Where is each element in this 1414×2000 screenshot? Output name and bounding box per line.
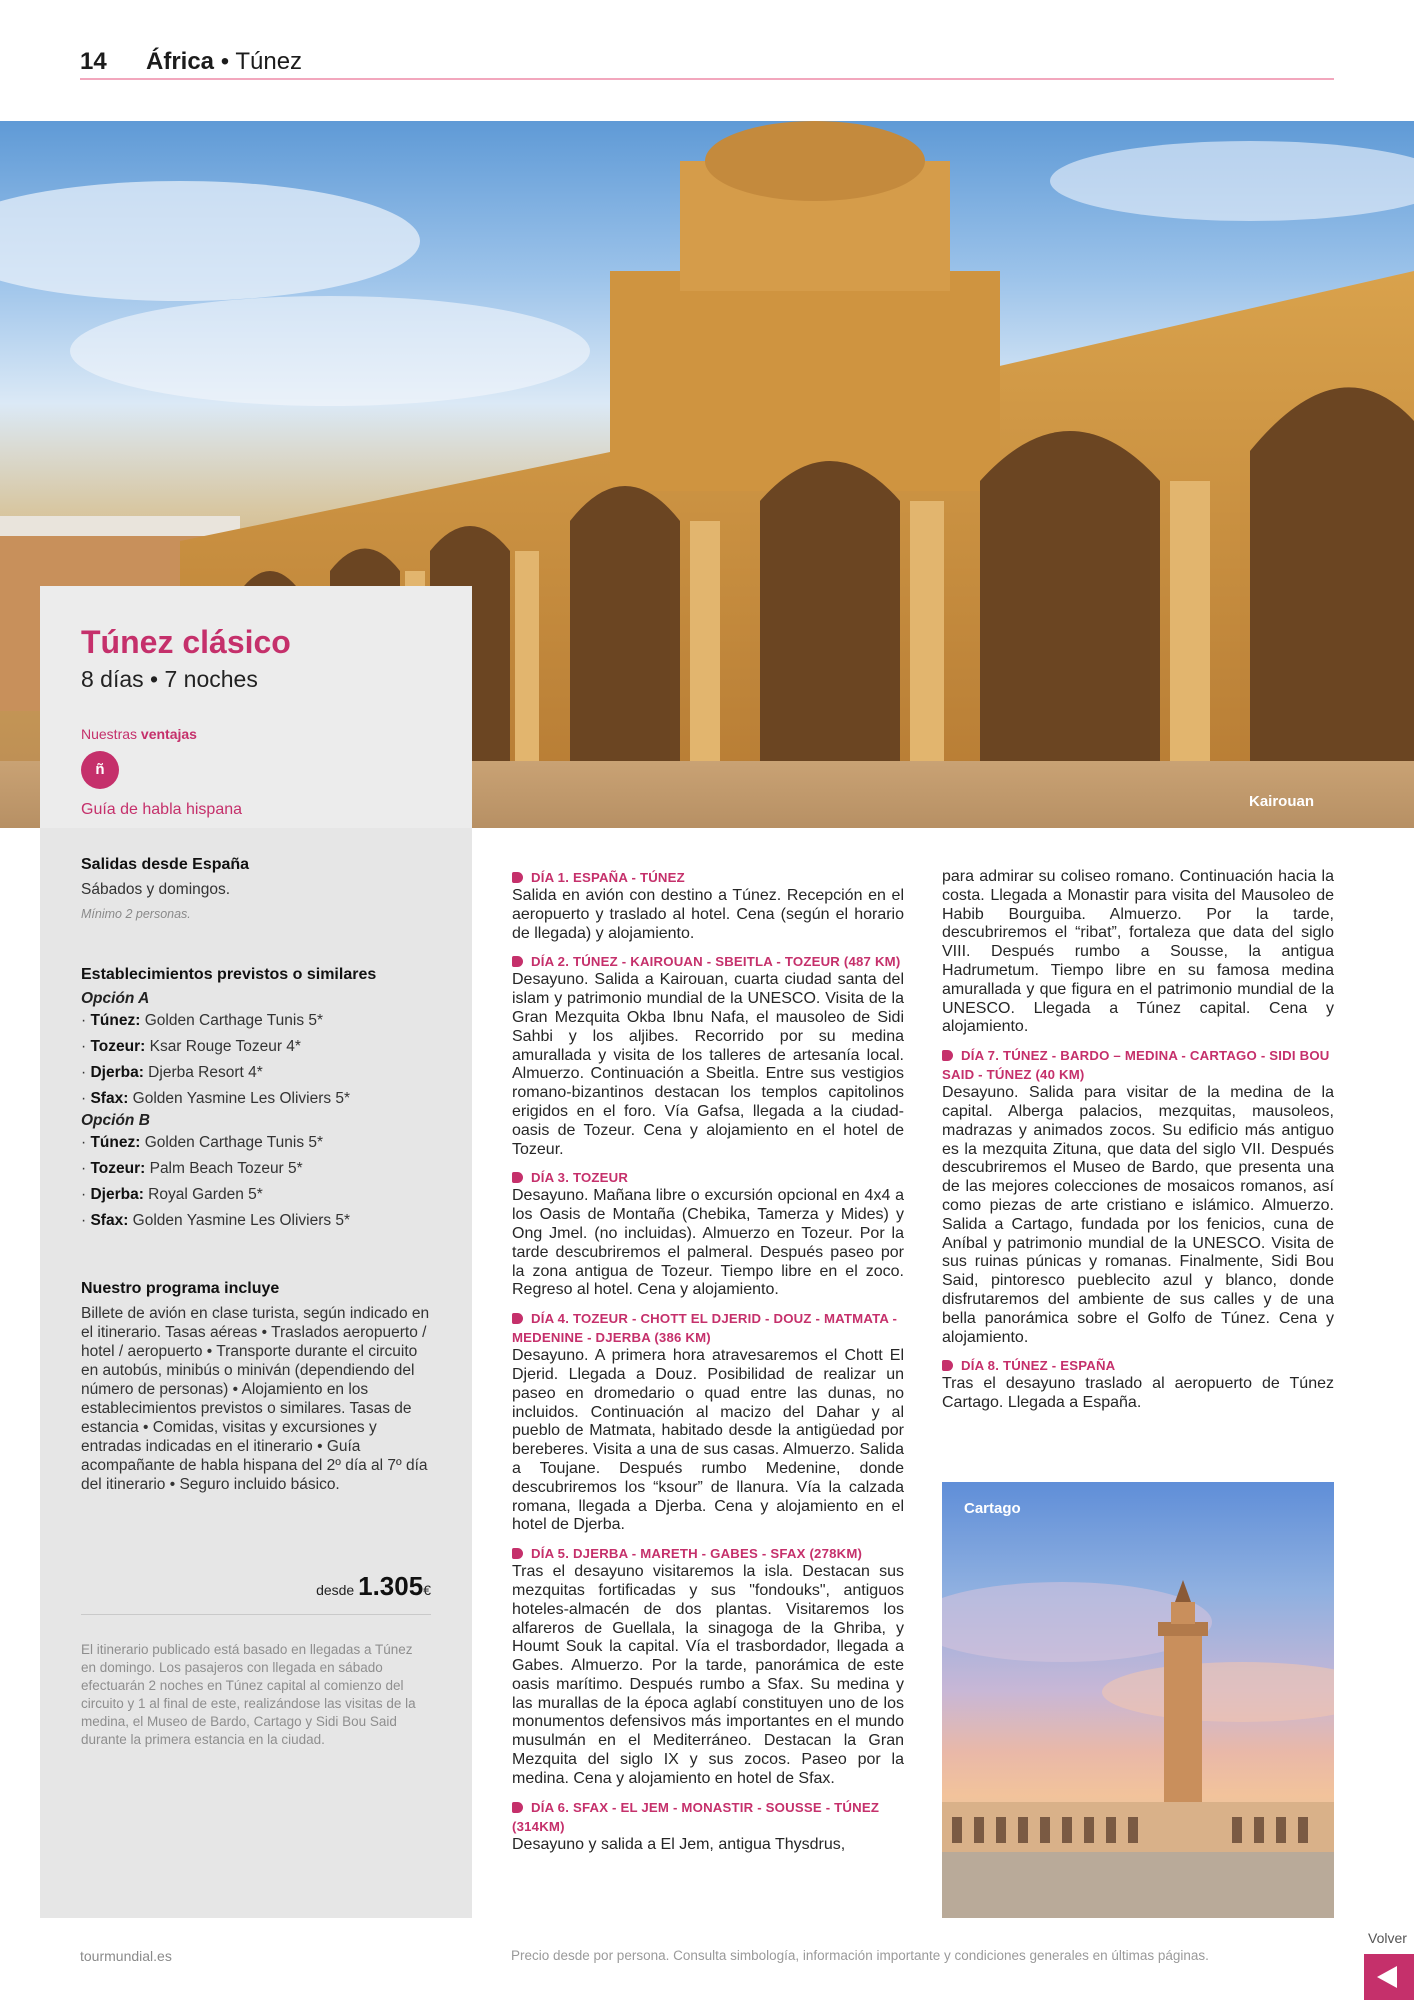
day-text: Salida en avión con destino a Túnez. Recepción en el aeropuerto y traslado al hotel. Cena (según el horario de llegada) y alojamiento. xyxy=(512,887,904,942)
flag-icon xyxy=(512,1172,523,1183)
flag-icon xyxy=(512,1313,523,1324)
continent-label: África xyxy=(146,48,215,75)
day-text: Tras el desayuno traslado al aeropuerto de Túnez Cartago. Llegada a España. xyxy=(942,1375,1334,1412)
hotel-item: · Túnez: Golden Carthage Tunis 5* xyxy=(81,1012,324,1029)
day-text: Desayuno. Salida a Kairouan, cuarta ciudad santa del islam y patrimonio mundial de la UNESCO. Visita de la Gran Mezquita Okba Ibnu Nafa, el mausoleo de Sidi Sahbi y los aljibes. Recorrido por su medina amurallada y visita de los talleres de artesanía local. Almuerzo. Continuación a Sbeitla. Entre sus vestigios romano-bizantinos destacan los templos capitolinos erigidos en el foro. Vía Gafsa, llegada a la ciudad-oasis de Tozeur. Cena y alojamiento en el hotel de Tozeur. xyxy=(512,971,904,1158)
price-amount: 1.305 xyxy=(358,1571,424,1601)
price-currency: € xyxy=(423,1582,431,1598)
day-heading: DÍA 8. TÚNEZ - ESPAÑA xyxy=(942,1356,1334,1375)
advantages-label: Nuestras ventajas xyxy=(81,726,197,742)
hotel-item: · Djerba: Royal Garden 5* xyxy=(81,1186,263,1203)
flag-icon xyxy=(512,872,523,883)
departures-section xyxy=(81,856,431,921)
hotel-item: · Sfax: Golden Yasmine Les Oliviers 5* xyxy=(81,1090,351,1107)
trip-summary-panel xyxy=(40,586,472,1918)
hotel-item: · Tozeur: Ksar Rouge Tozeur 4* xyxy=(81,1038,301,1055)
hotel-item: · Sfax: Golden Yasmine Les Oliviers 5* xyxy=(81,1212,351,1229)
country-label: Túnez xyxy=(235,48,303,75)
arrow-left-icon xyxy=(1377,1966,1397,1988)
day-text: Desayuno y salida a El Jem, antigua Thysdrus, xyxy=(512,1835,846,1853)
option-a-label: Opción A xyxy=(81,990,150,1007)
day-heading: DÍA 3. TOZEUR xyxy=(512,1168,904,1187)
departures-minimum: Mínimo 2 personas. xyxy=(81,907,191,921)
day-heading: DÍA 4. TOZEUR - CHOTT EL DJERID - DOUZ - MATMATA - MEDENINE - DJERBA (386 KM) xyxy=(512,1311,898,1346)
page-header xyxy=(80,44,1334,80)
spanish-guide-icon: ñ xyxy=(81,751,119,789)
day-text: Desayuno. Salida para visitar de la medina de la capital. Alberga palacios, mezquitas, mausoleos, madrazas y animados zocos. Su edificio más antiguo es la mezquita Zituna, que data del siglo VII. Después descubriremos el Museo de Bardo, que presenta una de las mejores colecciones de mosaicos romanos, así como piezas de arte cristiano e islámico. Almuerzo. Salida a Cartago, fundada por los fenicios, cuna de Aníbal y patrimonio mundial de la UNESCO. Visita de sus ruinas púnicas y romanas. Finalmente, Sidi Bou Said, pintoresco pueblecito azul y blanco, donde disfrutaremos del ambiente de sus calles y de una bella panorámica sobre el Golfo de Túnez. Cena y alojamiento. xyxy=(942,1084,1334,1346)
day-heading: DÍA 5. DJERBA - MARETH - GABES - SFAX (278KM) xyxy=(512,1544,904,1563)
cathedral-illustration xyxy=(942,1482,1334,1918)
day-heading: DÍA 6. SFAX - EL JEM - MONASTIR - SOUSSE - TÚNEZ (314KM) xyxy=(512,1799,880,1834)
hotel-item: · Tozeur: Palm Beach Tozeur 5* xyxy=(81,1160,303,1177)
back-label[interactable]: Volver xyxy=(1368,1930,1407,1946)
day-heading: DÍA 2. TÚNEZ - KAIROUAN - SBEITLA - TOZEUR (487 KM) xyxy=(512,952,904,971)
back-button[interactable] xyxy=(1364,1954,1414,2000)
trip-title: Túnez clásico xyxy=(81,624,291,660)
departures-text: Sábados y domingos. xyxy=(81,881,231,898)
hotel-item: · Túnez: Golden Carthage Tunis 5* xyxy=(81,1134,324,1151)
includes-text: Billete de avión en clase turista, según indicado en el itinerario. Tasas aéreas • Traslados aeropuerto / hotel / aeropuerto • Transporte durante el circuito en autobús, minibús o miniván (dependiendo del número de personas) • Alojamiento en los establecimientos previstos o similares. Tasas de estancia • Comidas, visitas y excursiones y entradas indicadas en el itinerario • Guía acompañante de habla hispana del 2º día al 7º día del itinerario • Seguro incluido básico. xyxy=(81,1305,430,1493)
flag-icon xyxy=(942,1360,953,1371)
photo-cartago xyxy=(942,1482,1334,1918)
day-heading: DÍA 1. ESPAÑA - TÚNEZ xyxy=(512,868,904,887)
footer-disclaimer: Precio desde por persona. Consulta simbología, información importante y condiciones generales en últimas páginas. xyxy=(511,1948,1209,1963)
hotel-item: · Djerba: Djerba Resort 4* xyxy=(81,1064,263,1081)
advantage-label: Guía de habla hispana xyxy=(81,801,243,818)
footer-site-link[interactable]: tourmundial.es xyxy=(80,1948,172,1964)
itinerary-column-1 xyxy=(512,868,904,1863)
price-from-label: desde xyxy=(316,1582,359,1598)
includes-heading: Nuestro programa incluye xyxy=(81,1280,280,1297)
flag-icon xyxy=(942,1050,953,1061)
price-block xyxy=(81,1571,431,1615)
trip-duration: 8 días • 7 noches xyxy=(81,666,258,692)
day-text: Desayuno. Mañana libre o excursión opcional en 4x4 a los Oasis de Montaña (Chebika, Tamerza y Mides) y Ong Jmel. (no incluidas). Almuerzo en Tozeur. Por la tarde descubriremos el palmeral. Después paseo por la zona antigua de Tozeur. Tiempo libre en el zoco. Regreso al hotel. Cena y alojamiento. xyxy=(512,1187,904,1299)
flag-icon xyxy=(512,1548,523,1559)
page-number: 14 xyxy=(80,48,107,75)
flag-icon xyxy=(512,1802,523,1813)
photo-caption: Cartago xyxy=(964,1500,1021,1517)
flag-icon xyxy=(512,956,523,967)
breadcrumb: África • Túnez xyxy=(146,48,303,75)
itinerary-note: El itinerario publicado está basado en llegadas a Túnez en domingo. Los pasajeros con llegada en sábado efectuarán 2 noches en Túnez capital al comienzo del circuito y 1 al final de este, realizándose las visitas de la medina, el Museo de Bardo, Cartago y Sidi Bou Said durante la primera estancia en la ciudad. xyxy=(81,1642,416,1747)
day-text: Tras el desayuno visitaremos la isla. Destacan sus mezquitas fortificadas y sus "fondouks", antiguos hoteles-almacén de dos plantas. Visitaremos los alfareros de Guellala, la sinagoga de la Ghriba, y Houmt Souk la capital. Vía el trasbordador, llegada a Gabes. Almuerzo. Por la tarde, panorámica de este oasis marítimo. Después rumbo a Sfax. Su medina y las murallas de la época aglabí constituyen uno de los monumentos defensivos más importantes en el mundo musulmán en el Mediterráneo. Destacan la Gran Mezquita del siglo IX y sus zocos. Paseo por la medina. Cena y alojamiento en hotel de Sfax. xyxy=(512,1563,904,1787)
itinerary-column-2 xyxy=(942,868,1334,1422)
day-heading: DÍA 7. TÚNEZ - BARDO – MEDINA - CARTAGO - SIDI BOU SAID - TÚNEZ (40 KM) xyxy=(942,1048,1330,1083)
departures-heading: Salidas desde España xyxy=(81,856,250,873)
photo-caption: Kairouan xyxy=(1248,793,1314,810)
day-text: Desayuno. A primera hora atravesaremos el Chott El Djerid. Llegada a Douz. Posibilidad de realizar un paseo en dromedario o quad entre las dunas, no incluidos. Continuación al macizo del Dahar y al pueblo de Matmata, habitado desde la antigüedad por bereberes. Visita a una de sus casas. Almuerzo. Salida a Toujane. Después rumbo Medenine, donde descubriremos los “ksour” de llanura. Vía la calzada romana, llegada a Djerba. Cena y alojamiento en el hotel de Djerba. xyxy=(512,1347,904,1534)
includes-section xyxy=(81,1280,431,1494)
day-text-continued: para admirar su coliseo romano. Continuación hacia la costa. Llegada a Monastir para visita del Mausoleo de Habib Bourguiba. Almuerzo. Por la tarde, descubriremos el “ribat”, fortaleza que data del siglo VIII. Después rumbo a Sousse, la antigua Hadrumetum. Tiempo libre en su famosa medina amurallada y que figura en el patrimonio mundial de la UNESCO. Llegada a Túnez capital. Cena y alojamiento. xyxy=(942,868,1334,1036)
hotels-heading: Establecimientos previstos o similares xyxy=(81,966,377,983)
hotels-section xyxy=(81,966,431,1234)
option-b-label: Opción B xyxy=(81,1112,150,1129)
